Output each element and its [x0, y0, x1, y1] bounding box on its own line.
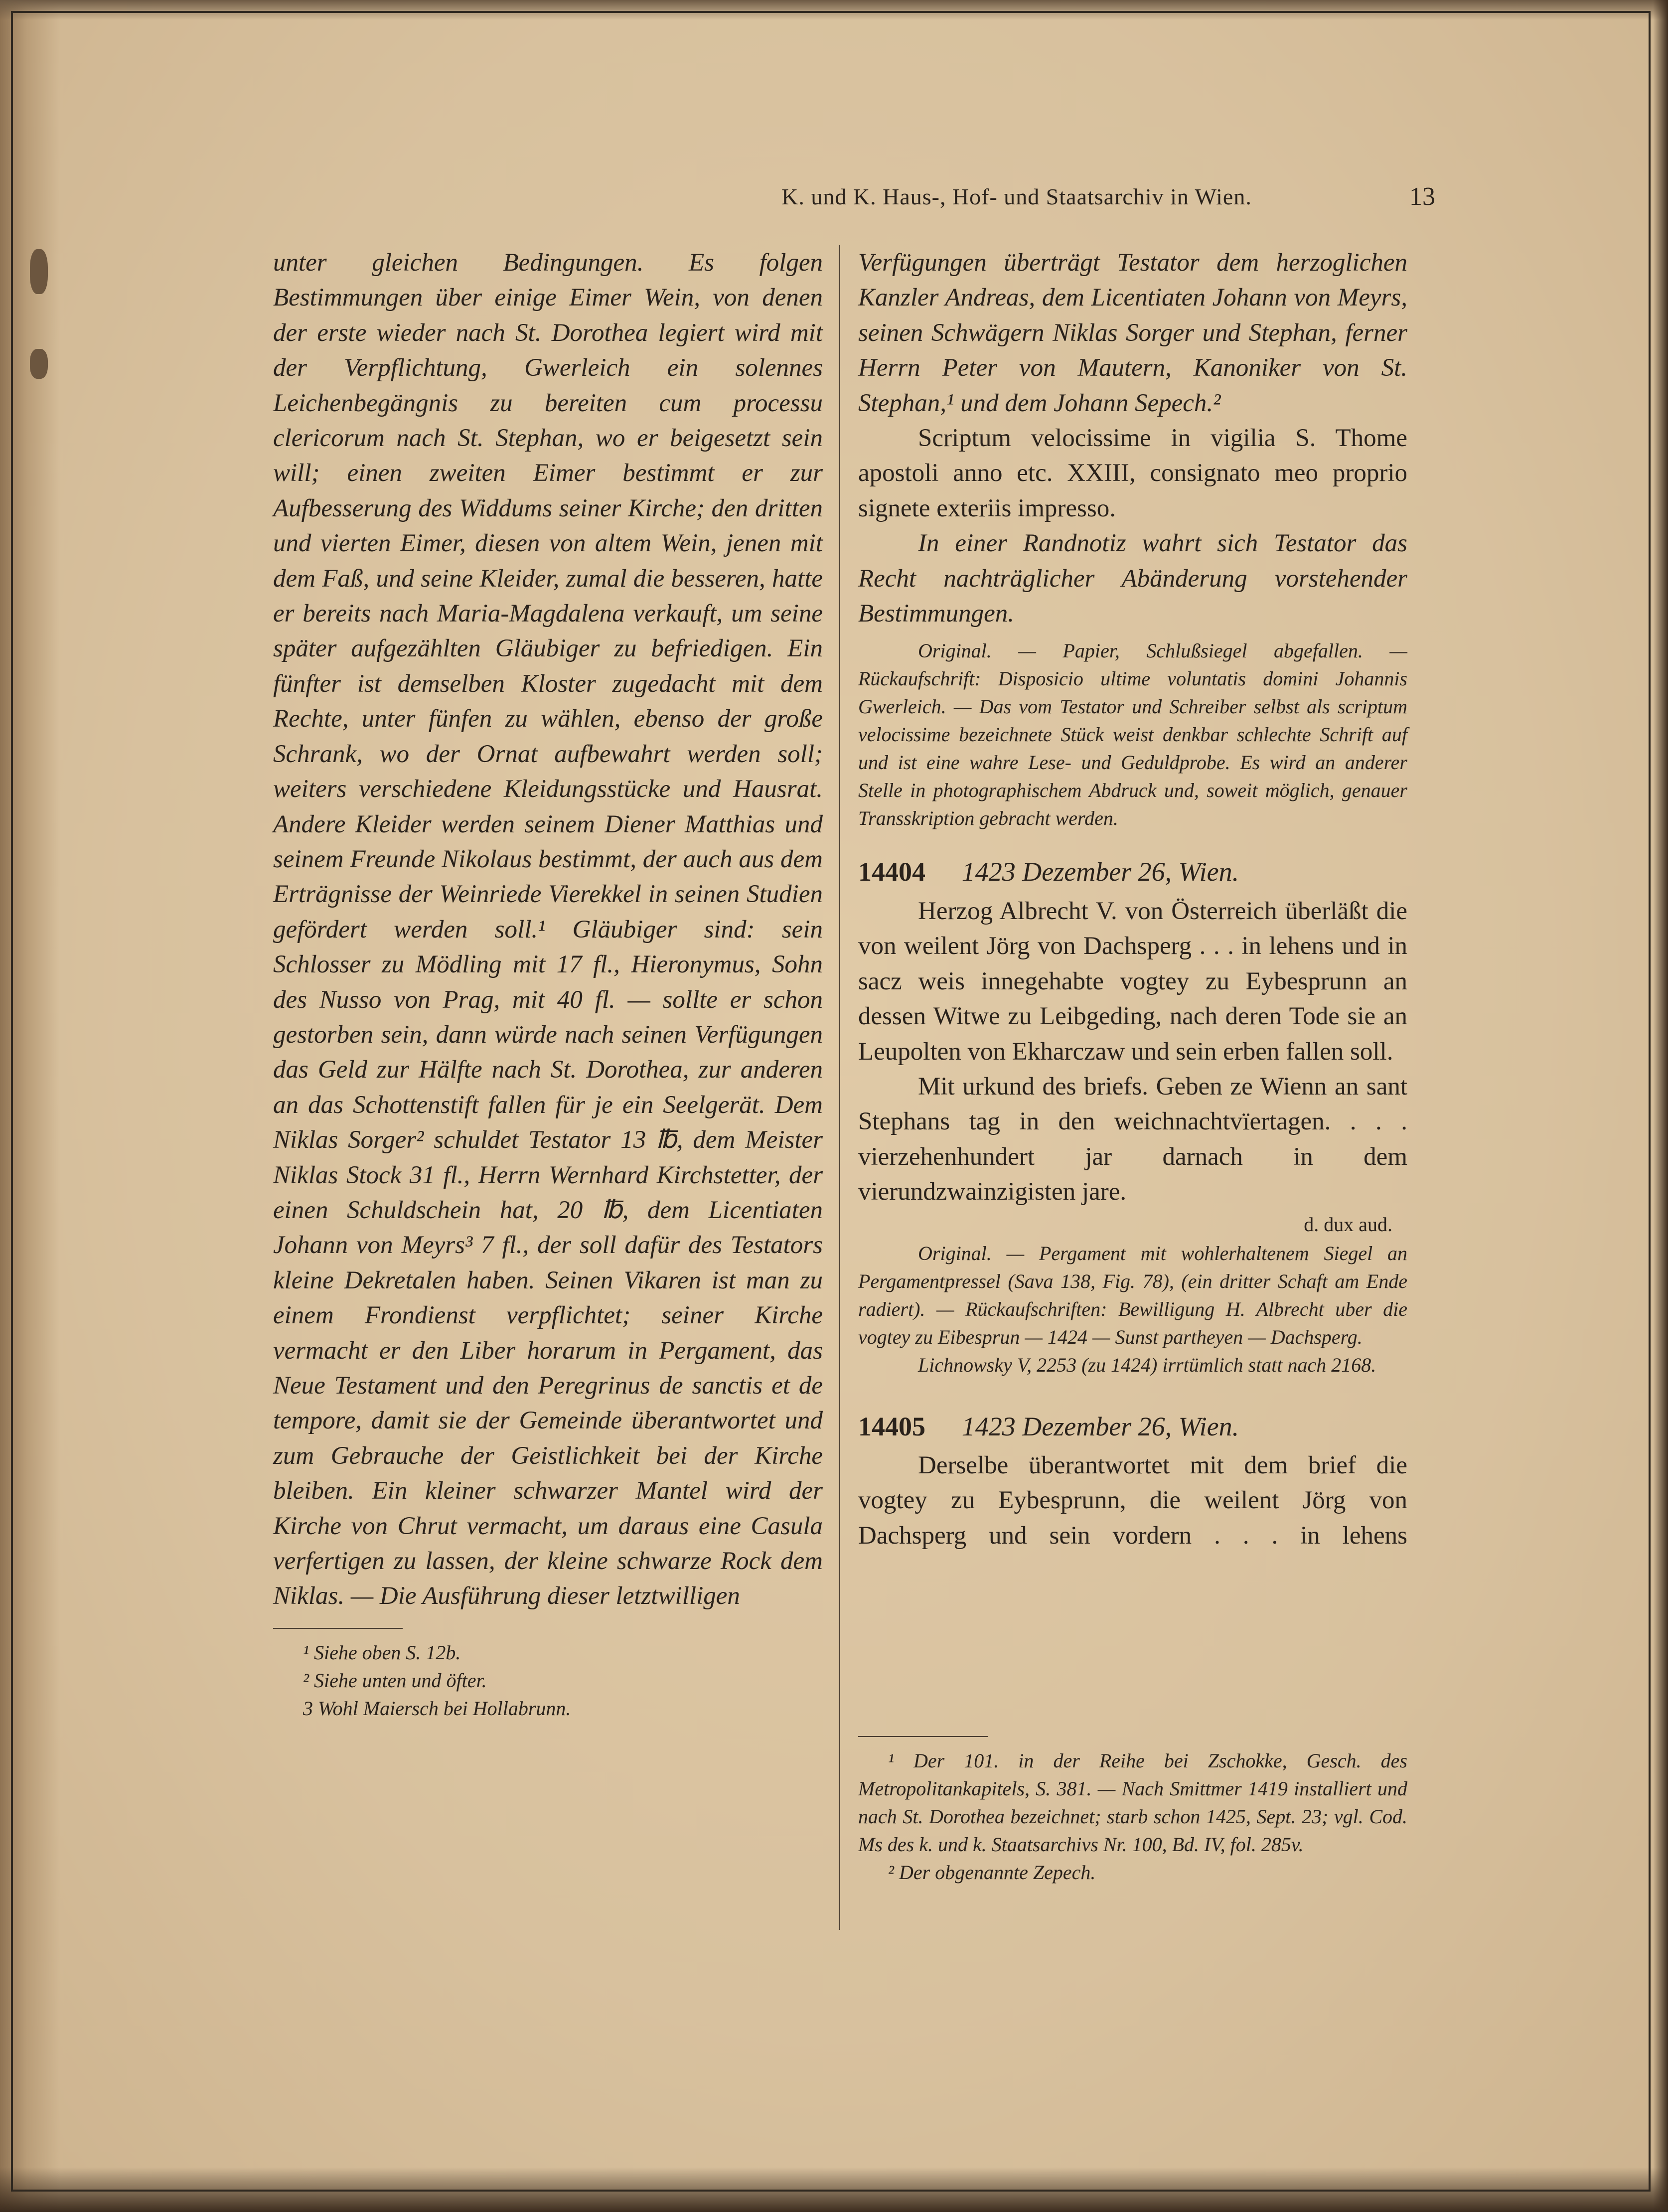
literature-note-14404: Lichnowsky V, 2253 (zu 1424) irrtümlich statt nach 2168.	[918, 1353, 1376, 1376]
randnotiz-paragraph: In einer Randnotiz wahrt sich Testator das Recht nachträglicher Abänderung vorstehender Bestimmungen.	[858, 529, 1407, 628]
footnote-right-2: ² Der obgenannte Zepech.	[888, 1861, 1096, 1884]
column-divider	[839, 245, 840, 1930]
source-note-14404: Original. — Pergament mit wohlerhaltenem Siegel an Pergamentpressel (Sava 138, Fig. 78), (ein dritter Schaft am Ende radiert). — Rückaufschriften: Bewilligung H. Albrecht uber die vogtey zu Eibesprun — 1424 — Sunst partheyen — Dachsperg.	[858, 1242, 1407, 1348]
footnote-2: ² Siehe unten und öfter.	[303, 1669, 487, 1692]
continuation-paragraph: Verfügungen überträgt Testator dem herzoglichen Kanzler Andreas, dem Licentiaten Johann von Meyrs, seinen Schwägern Niklas Sorger und Stephan, ferner Herrn Peter von Mautern, Kanoniker von St. Stephan,¹ und dem Johann Sepech.²	[858, 249, 1407, 417]
entry-header-14405	[858, 1409, 1407, 1445]
scriptum-paragraph: Scriptum velocissime in vigilia S. Thome apostoli anno etc. XXIII, consignato meo proprio signete exteriis impresso.	[858, 424, 1407, 522]
entry-header-14404	[858, 854, 1407, 890]
testament-summary-paragraph: unter gleichen Bedingungen. Es folgen Bestimmungen über einige Eimer Wein, von denen der erste wieder nach St. Dorothea legiert wird mit der Verpflichtung, Gwerleich ein solennes Leichenbegängnis zu bereiten cum processu clericorum nach St. Stephan, wo er beigesetzt sein will; einen zweiten Eimer bestimmt er zur Aufbesserung des Widdums seiner Kirche; den dritten und vierten Eimer, diesen von altem Wein, jenen mit dem Faß, und seine Kleider, zumal die besseren, hatte er bereits nach Maria-Magdalena verkauft, um seine später aufgezählten Gläubiger zu befriedigen. Ein fünfter ist demselben Kloster zugedacht mit dem Rechte, unter fünfen zu wählen, ebenso der große Schrank, wo der Ornat aufbewahrt werden soll; weiters verschiedene Kleidungsstücke und Hausrat. Andere Kleider werden seinem Diener Matthias und seinem Freunde Nikolaus bestimmt, der auch aus dem Erträgnisse der Weinriede Vierekkel in seinen Studien gefördert werden soll.¹ Gläubiger sind: sein Schlosser zu Mödling mit 17 fl., Hieronymus, Sohn des Nusso von Prag, mit 40 fl. — sollte er schon gestorben sein, dann würde nach seinen Verfügungen das Geld zur Hälfte nach St. Dorothea, zur anderen an das Schottenstift fallen für je ein Seelgerät. Dem Niklas Sorger² schuldet Testator 13 ℔, dem Meister Niklas Stock 31 fl., Herrn Wernhard Kirchstetter, der einen Schuldschein hat, 20 ℔, dem Licentiaten Johann von Meyrs³ 7 fl., der soll dafür des Testators kleine Dekretalen haben. Seinen Vikaren ist man zu einem Frondienst verpflichtet; seiner Kirche vermacht er den Liber horarum in Pergament, das Neue Testament und den Peregrinus de sanctis et de tempore, damit sie der Gemeinde überantwortet und zum Gebrauche der Geistlichkeit bei der Kirche bleiben. Ein kleiner schwarzer Mantel wird der Kirche von Chrut vermacht, um daraus eine Casula verfertigen zu lassen, der kleine schwarze Rock dem Niklas. — Die Ausführung dieser letztwilligen	[273, 249, 823, 1610]
footnote-rule	[273, 1628, 403, 1629]
entry-number-14404: 14404	[858, 857, 925, 887]
running-title: K. und K. Haus-, Hof- und Staatsarchiv in Wien.	[781, 184, 1252, 209]
entry-number-14405: 14405	[858, 1411, 925, 1441]
footnote-1: ¹ Siehe oben S. 12b.	[303, 1641, 461, 1664]
right-column	[858, 245, 1407, 1553]
left-column	[273, 245, 823, 1723]
entry-date-14404: 1423 Dezember 26, Wien.	[961, 857, 1239, 887]
entry-date-14405: 1423 Dezember 26, Wien.	[961, 1411, 1239, 1441]
footnote-rule	[858, 1736, 988, 1737]
entry-text2-14404: Mit urkund des briefs. Geben ze Wienn an sant Stephans tag in den weichnachtvïertagen. . . . vierzehenhundert jar darnach in dem vierundzwainzigisten jare.	[858, 1072, 1407, 1206]
right-footnotes	[858, 1722, 1407, 1887]
scan-edge-right	[1653, 0, 1668, 2212]
page-number: 13	[1409, 182, 1435, 211]
entry-text-14405: Derselbe überantwortet mit dem brief die vogtey zu Eybesprunn, die weilent Jörg von Dachsperg und sein vordern . . . in lehens	[858, 1451, 1407, 1550]
footnote-3: 3 Wohl Maiersch bei Hollabrunn.	[303, 1697, 571, 1720]
footnote-right-1: ¹ Der 101. in der Reihe bei Zschokke, Gesch. des Metropolitankapitels, S. 381. — Nach Smittmer 1419 installiert und nach St. Dorothea bezeichnet; starb schon 1425, Sept. 23; vgl. Cod. Ms des k. und k. Staatsarchivs Nr. 100, Bd. IV, fol. 285v.	[858, 1749, 1407, 1856]
signature-14404: d. dux aud.	[1304, 1213, 1392, 1236]
entry-text-14404: Herzog Albrecht V. von Österreich überläßt die von weilent Jörg von Dachsperg . . . in lehens und in sacz weis innegehabte vogtey zu Eybesprunn an dessen Witwe zu Leibgeding, nach deren Tode sie an Leupolten von Ekharczaw und sein erben fallen soll.	[858, 897, 1407, 1066]
source-note-14403: Original. — Papier, Schlußsiegel abgefallen. — Rückaufschrift: Disposicio ultime voluntatis domini Johannis Gwerleich. — Das vom Testator und Schreiber selbst als scriptum velocissime bezeichnete Stück weist denkbar schlechte Schrift auf und ist eine wahre Lese- und Geduldprobe. Es wird an anderer Stelle in photographischem Abdruck und, soweit möglich, genauer Transskription gebracht werden.	[858, 639, 1407, 830]
